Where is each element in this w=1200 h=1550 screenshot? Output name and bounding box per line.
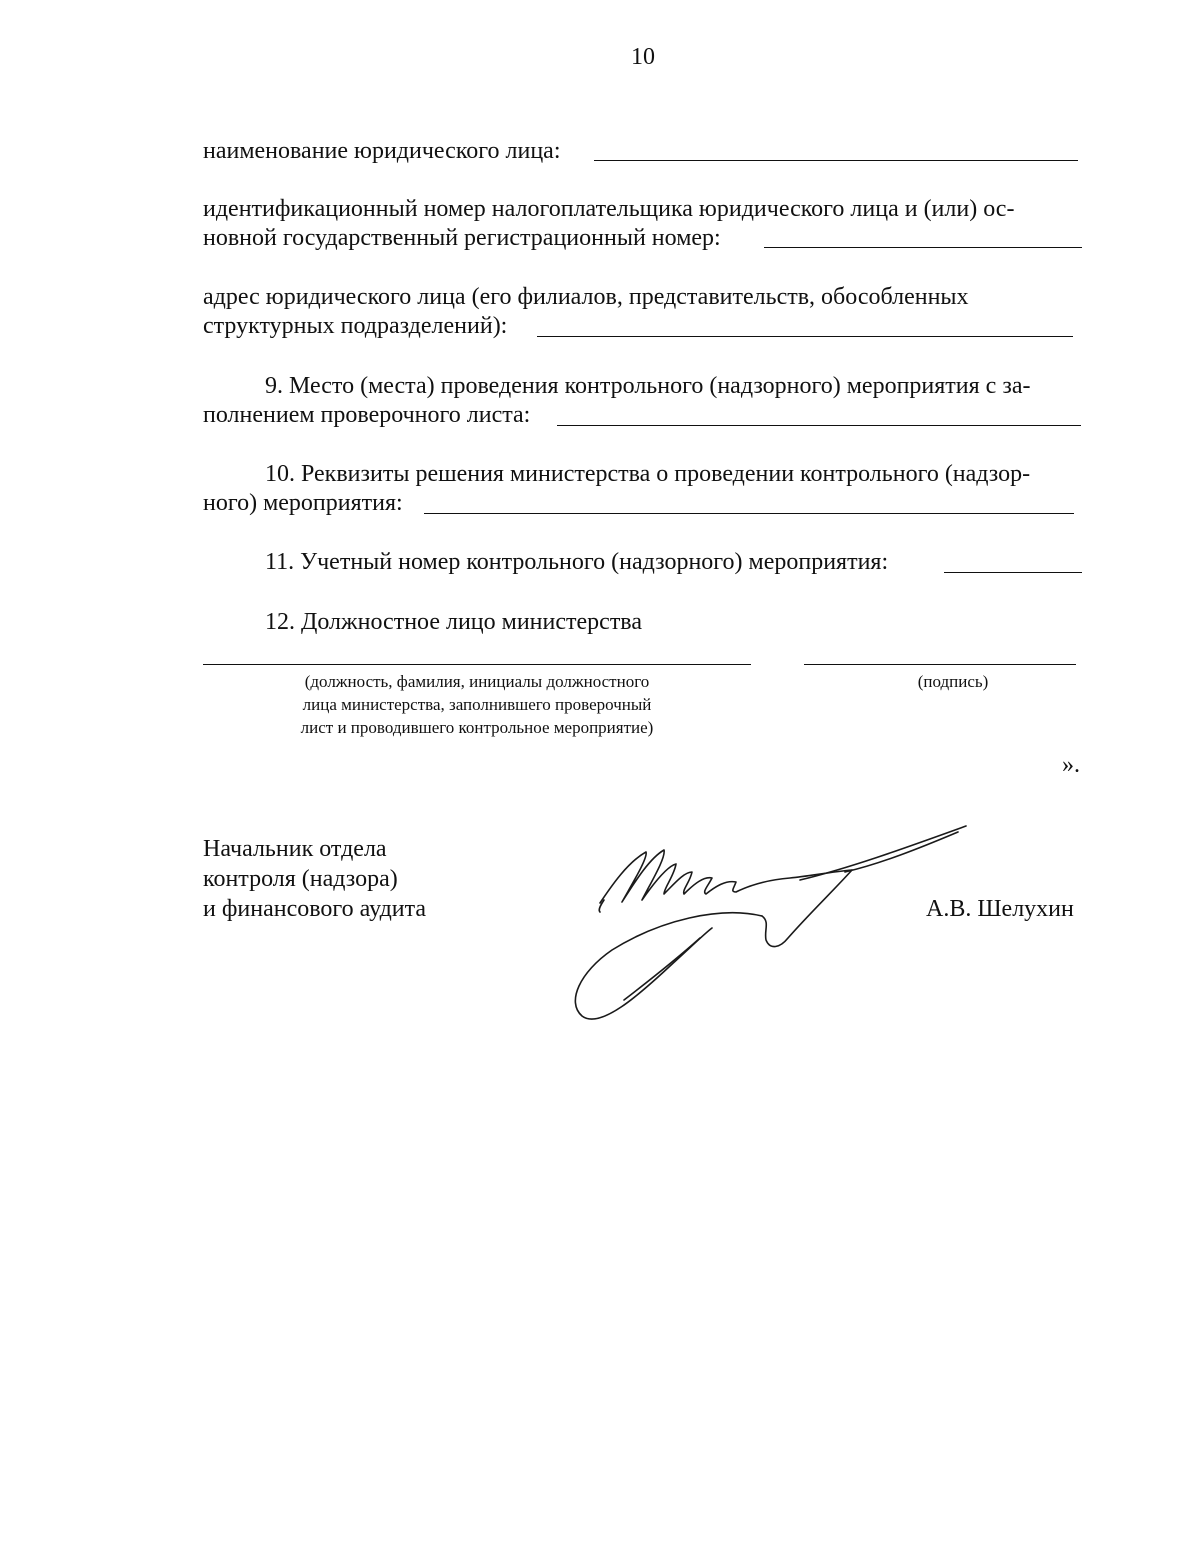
official-caption-line2: лица министерства, заполнившего проверочный: [302, 695, 652, 714]
address-label-line2: структурных подразделений):: [203, 313, 508, 339]
signatory-title-line2: контроля (надзора): [203, 866, 398, 892]
signatory-title-line1: Начальник отдела: [203, 836, 387, 862]
official-caption-line1: (должность, фамилия, инициалы должностного: [304, 672, 650, 691]
signature-caption: (подпись): [917, 672, 989, 691]
inn-label-line2: новной государственный регистрационный номер:: [203, 225, 721, 251]
item-9-line2: полнением проверочного листа:: [203, 402, 531, 428]
signatory-title-line3: и финансового аудита: [203, 896, 427, 922]
closing-quote: ».: [1062, 752, 1080, 778]
item-10-line2: ного) мероприятия:: [203, 490, 403, 516]
inn-label-line1: идентификационный номер налогоплательщика юридического лица и (или) ос-: [203, 196, 1015, 222]
signatory-name: А.В. Шелухин: [926, 896, 1074, 922]
address-label-line1: адрес юридического лица (его филиалов, представительств, обособленных: [203, 284, 969, 310]
item-10-line1: 10. Реквизиты решения министерства о проведении контрольного (надзор-: [265, 461, 1031, 487]
official-caption-line3: лист и проводившего контрольное мероприятие): [300, 718, 654, 737]
item-9-line1: 9. Место (места) проведения контрольного (надзорного) мероприятия с за-: [265, 373, 1031, 399]
item-11-label: 11. Учетный номер контрольного (надзорного) мероприятия:: [265, 549, 889, 575]
page-number: 10: [631, 44, 655, 70]
item-12-label: 12. Должностное лицо министерства: [265, 609, 642, 635]
legal-entity-name-label: наименование юридического лица:: [203, 138, 561, 164]
